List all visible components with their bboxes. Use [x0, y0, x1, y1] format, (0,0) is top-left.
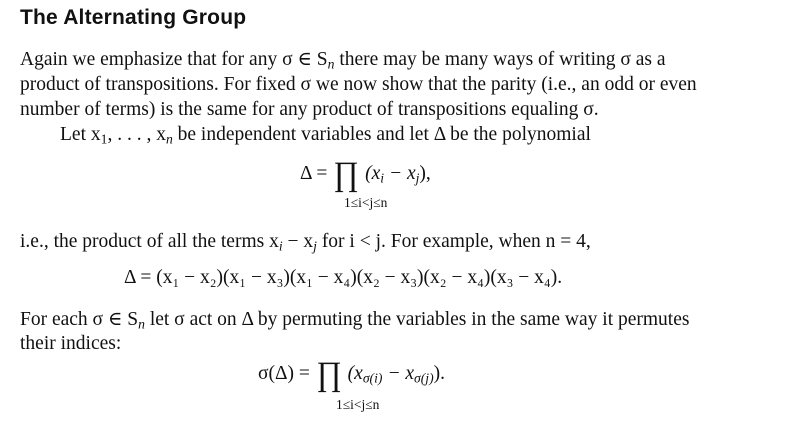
text-span: − x: [384, 163, 416, 184]
text-span: (x: [347, 363, 363, 384]
paragraph-ie-line: [20, 232, 591, 252]
text-span: Again we emphasize that for any σ ∈ S: [20, 49, 328, 70]
subscript: σ(j): [414, 370, 434, 386]
subscript: j: [313, 238, 317, 254]
text-span: − x: [282, 231, 314, 252]
paragraph-2-line-1: [20, 310, 689, 330]
text-span: ),: [419, 163, 431, 184]
product-symbol: ∏: [333, 156, 359, 193]
text-span: , . . . , x: [107, 124, 166, 145]
text-span: be independent variables and let Δ be the polynomial: [172, 124, 591, 145]
text-span: ).: [433, 363, 445, 384]
text-span: For each σ ∈ S: [20, 309, 139, 330]
paragraph-1-line-4: [60, 125, 591, 145]
product-limits: 1≤i<j≤n: [344, 195, 388, 210]
paragraph-2-line-2: their indices:: [20, 333, 122, 354]
text-span: let σ act on Δ by permuting the variables in the same way it permutes: [144, 309, 690, 330]
subscript: i: [380, 170, 385, 186]
equation-delta-definition: [300, 158, 431, 192]
subscript: n: [165, 131, 173, 147]
text-span: there may be many ways of writing σ as a: [334, 49, 666, 70]
paragraph-1-line-3: number of terms) is the same for any product of transpositions equaling σ.: [20, 99, 599, 120]
subscript: n: [327, 56, 335, 72]
subscript: j: [415, 170, 420, 186]
product-symbol: ∏: [316, 356, 342, 393]
equation-lhs: σ(Δ) =: [258, 363, 310, 384]
paragraph-1-line-2: product of transpositions. For fixed σ we now show that the parity (i.e., an odd or even: [20, 74, 697, 95]
section-heading: The Alternating Group: [20, 6, 247, 29]
paragraph-1-line-1: [20, 50, 666, 70]
subscript: 1: [100, 131, 108, 147]
equation-sigma-action: [258, 358, 445, 392]
subscript: σ(i): [362, 370, 383, 386]
text-span: Let x: [60, 124, 101, 145]
text-span: i.e., the product of all the terms x: [20, 231, 279, 252]
product-limits: 1≤i<j≤n: [336, 397, 380, 412]
text-span: (x: [365, 163, 381, 184]
subscript: n: [138, 316, 145, 332]
equation-lhs: Δ =: [300, 163, 328, 184]
equation-example-n4: Δ = (x₁ − x₂)(x₁ − x₃)(x₁ − x₄)(x₂ − x₃)(x₂ − x₄)(x₃ − x₄).: [124, 267, 563, 288]
text-span: − x: [382, 363, 415, 384]
subscript: i: [278, 238, 283, 254]
text-span: for i < j. For example, when n = 4,: [316, 231, 591, 252]
